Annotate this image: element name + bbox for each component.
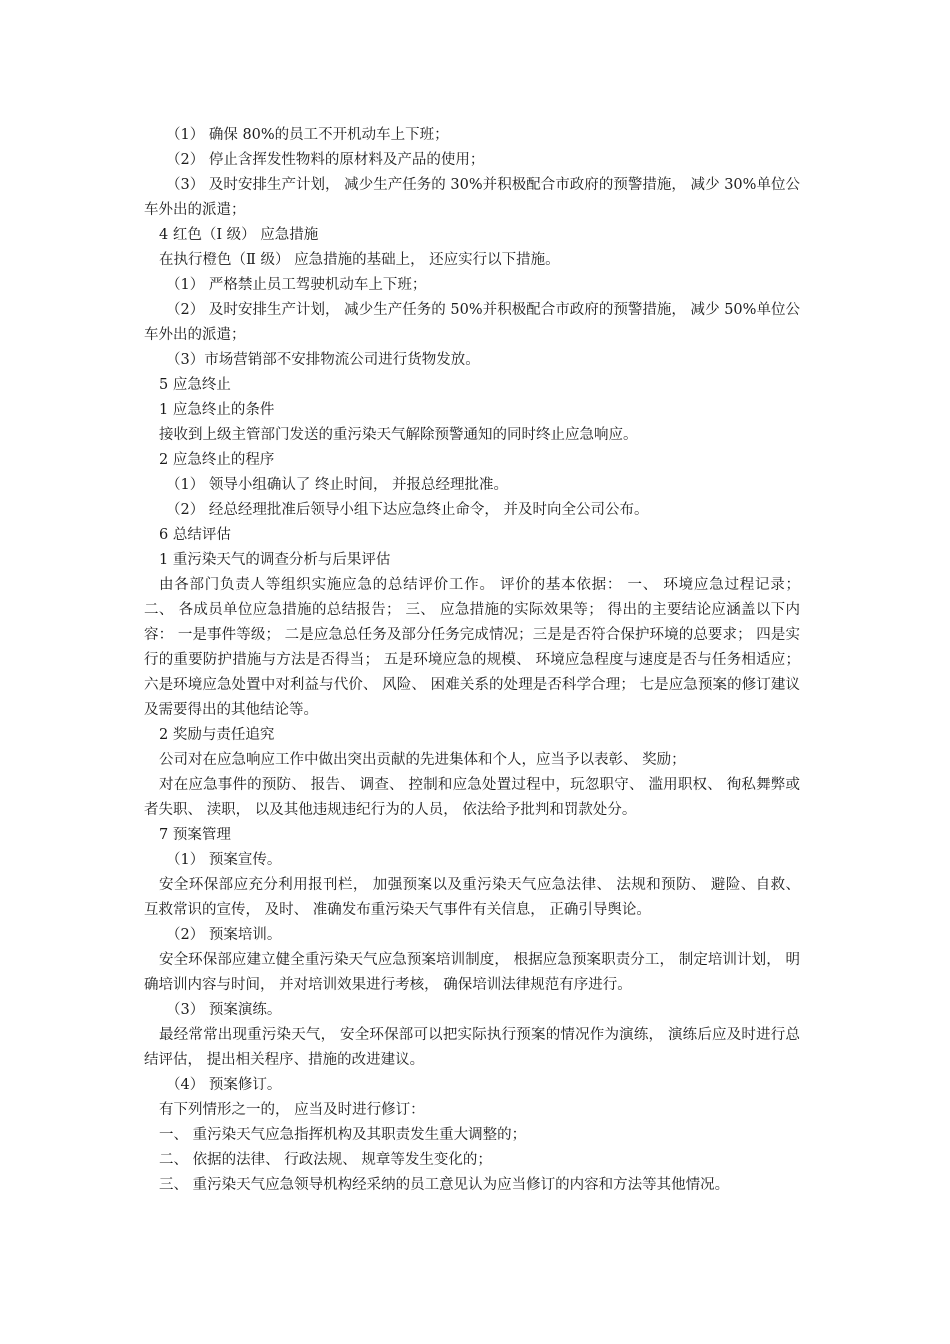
paragraph: （3） 及时安排生产计划， 减少生产任务的 30%并积极配合市政府的预警措施， 减少 30%单位公车外出的派遣；	[144, 177, 800, 218]
section-heading: 6 总结评估	[159, 527, 231, 543]
section-heading: 5 应急终止	[159, 377, 231, 393]
subsection-heading: 1 重污染天气的调查分析与后果评估	[159, 552, 391, 568]
paragraph: （2） 停止含挥发性物料的原材料及产品的使用；	[166, 152, 485, 168]
subsection-heading: 2 奖励与责任追究	[159, 727, 275, 743]
paragraph: 公司对在应急响应工作中做出突出贡献的先进集体和个人，应当予以表彰、 奖励；	[159, 752, 686, 768]
paragraph: 安全环保部应充分利用报刊栏， 加强预案以及重污染天气应急法律、 法规和预防、 避险、自救、 互救常识的宣传， 及时、 准确发布重污染天气事件有关信息， 正确引导舆论。	[144, 877, 800, 918]
paragraph: （1） 严格禁止员工驾驶机动车上下班；	[166, 277, 427, 293]
list-item: 三、 重污染天气应急领导机构经采纳的员工意见认为应当修订的内容和方法等其他情况。	[159, 1177, 730, 1193]
list-item: 二、 依据的法律、 行政法规、 规章等发生变化的；	[159, 1152, 492, 1168]
paragraph: （3） 预案演练。	[166, 1002, 282, 1018]
paragraph: 由各部门负责人等组织实施应急的总结评价工作。 评价的基本依据： 一、 环境应急过程记录； 二、 各成员单位应急措施的总结报告； 三、 应急措施的实际效果等； 得出的主要结论应涵盖以下内容： 一是事件等级； 二是应急总任务及部分任务完成情况；三是是否符合保护环境的总要求； 四是实行的重要防护措施与方法是否得当； 五是环境应急的规模、 环境应急程度与速度是否与任务相适应； 六是环境应急处置中对利益与代价、 风险、 困难关系的处理是否科学合理； 七是应急预案的修订建议及需要得出的其他结论等。	[144, 577, 800, 718]
section-heading: 4 红色（Ⅰ 级） 应急措施	[159, 227, 319, 243]
paragraph: （1） 领导小组确认了 终止时间， 并报总经理批准。	[166, 477, 509, 493]
paragraph: （1） 预案宣传。	[166, 852, 282, 868]
paragraph: 安全环保部应建立健全重污染天气应急预案培训制度， 根据应急预案职责分工， 制定培训计划， 明确培训内容与时间， 并对培训效果进行考核， 确保培训法律规范有序进行。	[144, 952, 800, 993]
paragraph: （2） 预案培训。	[166, 927, 282, 943]
paragraph: 最经常常出现重污染天气， 安全环保部可以把实际执行预案的情况作为演练， 演练后应及时进行总结评估， 提出相关程序、措施的改进建议。	[144, 1027, 800, 1068]
subsection-heading: 2 应急终止的程序	[159, 452, 275, 468]
subsection-heading: 1 应急终止的条件	[159, 402, 275, 418]
paragraph: （2） 经总经理批准后领导小组下达应急终止命令， 并及时向全公司公布。	[166, 502, 649, 518]
paragraph: （3）市场营销部不安排物流公司进行货物发放。	[166, 352, 480, 368]
paragraph: 在执行橙色（Ⅱ 级） 应急措施的基础上， 还应实行以下措施。	[159, 252, 560, 268]
list-item: 一、 重污染天气应急指挥机构及其职责发生重大调整的；	[159, 1127, 527, 1143]
section-heading: 7 预案管理	[159, 827, 231, 843]
paragraph: （4） 预案修订。	[166, 1077, 282, 1093]
paragraph: 对在应急事件的预防、 报告、 调查、 控制和应急处置过程中，玩忽职守、 滥用职权、 徇私舞弊或者失职、 渎职， 以及其他违规违纪行为的人员， 依法给予批判和罚款处分。	[144, 777, 800, 818]
paragraph: （1） 确保 80%的员工不开机动车上下班；	[166, 127, 449, 143]
paragraph: （2） 及时安排生产计划， 减少生产任务的 50%并积极配合市政府的预警措施， 减少 50%单位公车外出的派遣；	[144, 302, 800, 343]
document-body	[144, 123, 800, 1198]
paragraph: 有下列情形之一的， 应当及时进行修订：	[159, 1102, 425, 1118]
paragraph: 接收到上级主管部门发送的重污染天气解除预警通知的同时终止应急响应。	[159, 427, 638, 443]
